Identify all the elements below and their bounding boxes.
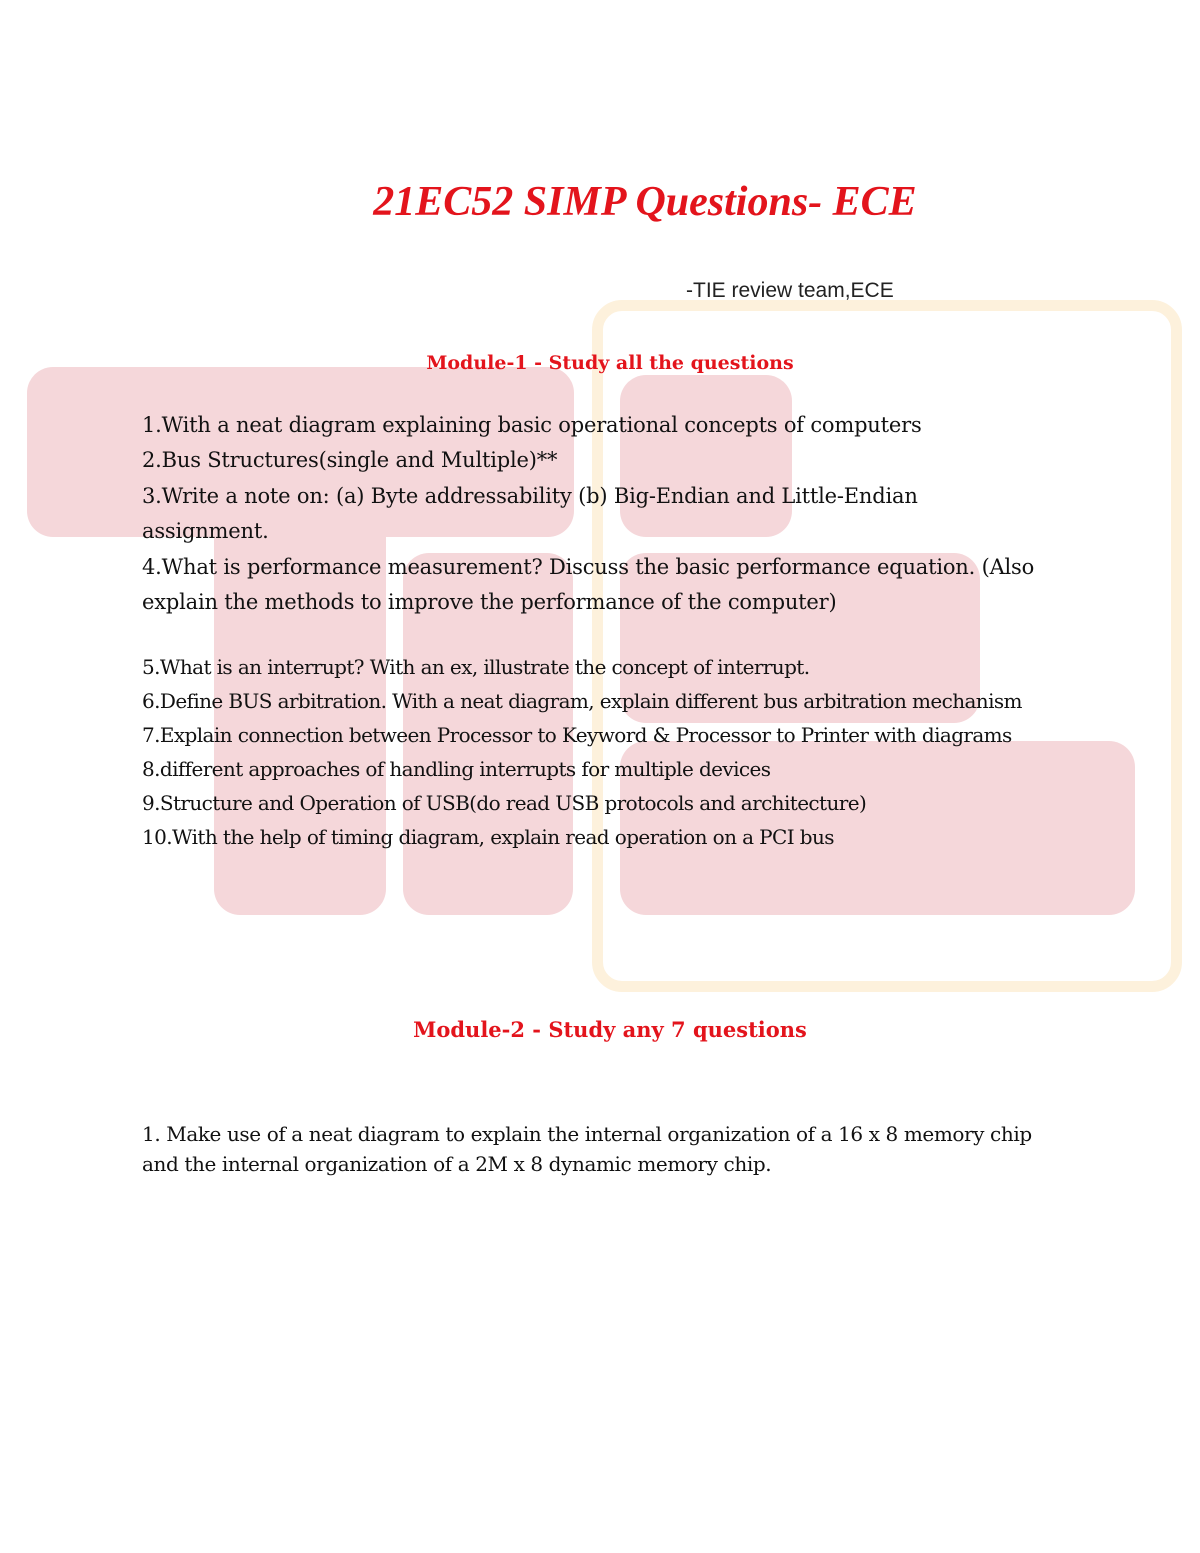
question-item: 5.What is an interrupt? With an ex, illustrate the concept of interrupt. bbox=[142, 655, 810, 679]
byline: -TIE review team,ECE bbox=[686, 279, 894, 302]
module-1-question-list-continued bbox=[142, 650, 1042, 854]
question-item: 8.different approaches of handling interrupts for multiple devices bbox=[142, 757, 771, 781]
question-item: 2.Bus Structures(single and Multiple)** bbox=[142, 448, 558, 473]
question-item: 4.What is performance measurement? Discuss the basic performance equation. (Also explain the methods to improve the performance of the computer) bbox=[142, 554, 1035, 615]
question-item: 1. Make use of a neat diagram to explain the internal organization of a 16 x 8 memory chip and the internal organization of a 2M x 8 dynamic memory chip. bbox=[142, 1122, 1032, 1176]
module-1-question-list bbox=[142, 408, 1042, 620]
question-item: 9.Structure and Operation of USB(do read USB protocols and architecture) bbox=[142, 791, 867, 815]
module-2-question-list bbox=[142, 1119, 1042, 1179]
question-item: 7.Explain connection between Processor to Keyword & Processor to Printer with diagrams bbox=[142, 723, 1012, 747]
question-item: 3.Write a note on: (a) Byte addressability (b) Big-Endian and Little-Endian assignment. bbox=[142, 483, 918, 544]
page-title: 21EC52 SIMP Questions- ECE bbox=[373, 179, 917, 225]
question-item: 1.With a neat diagram explaining basic operational concepts of computers bbox=[142, 413, 922, 437]
module-2-heading: Module-2 - Study any 7 questions bbox=[413, 1017, 807, 1042]
question-item: 10.With the help of timing diagram, explain read operation on a PCI bus bbox=[142, 825, 834, 849]
module-1-heading: Module-1 - Study all the questions bbox=[426, 352, 794, 374]
question-item: 6.Define BUS arbitration. With a neat diagram, explain different bus arbitration mechanism bbox=[142, 689, 1022, 713]
